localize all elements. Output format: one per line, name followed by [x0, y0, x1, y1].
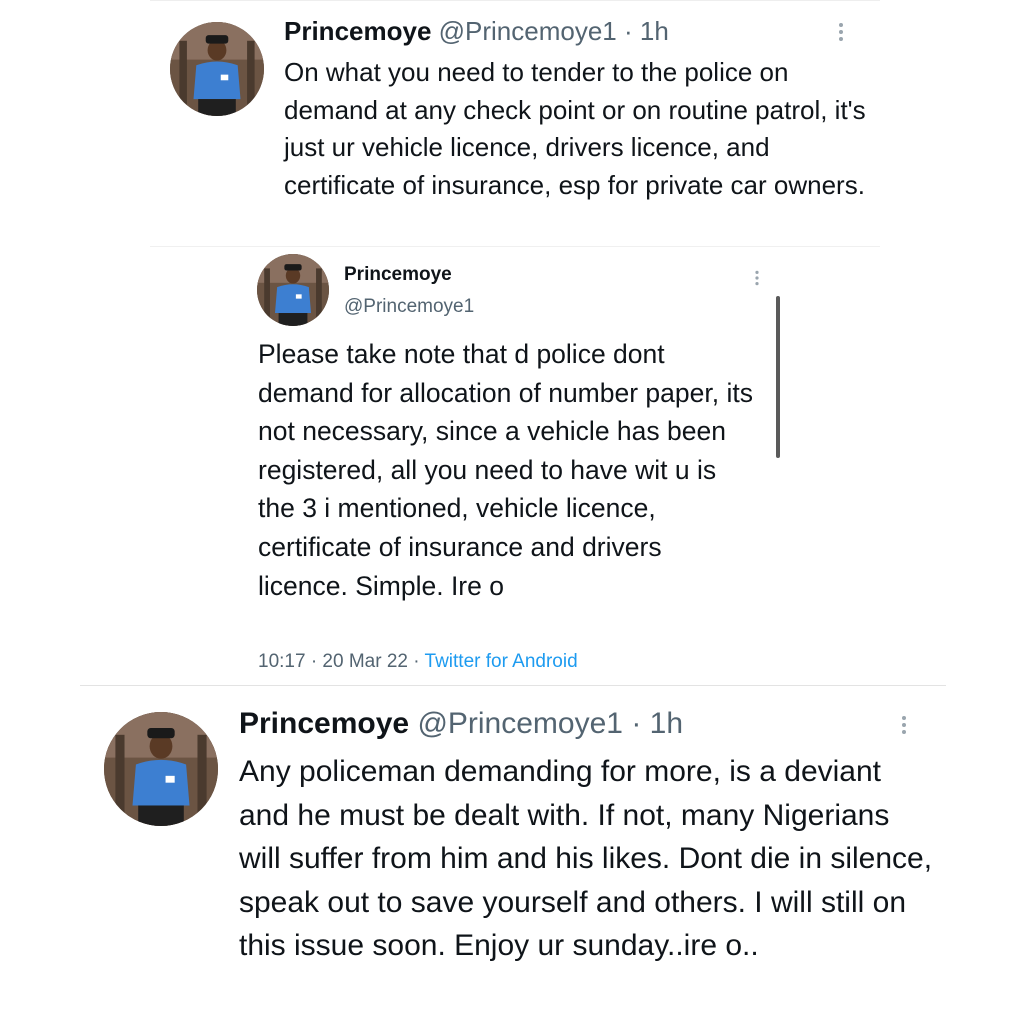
more-options-icon[interactable]: [755, 268, 758, 287]
separator: ·: [616, 16, 640, 46]
divider: [80, 685, 946, 686]
separator: ·: [622, 707, 650, 740]
police-officer-avatar[interactable]: [104, 712, 218, 826]
tweet-header: [239, 707, 683, 741]
timestamp[interactable]: 1h: [649, 707, 684, 740]
police-officer-avatar[interactable]: [170, 22, 264, 116]
tweet-text: On what you need to tender to the police on demand at any check point or on routine patrol, it's just ur vehicle licence, drivers licence, and certificate of insurance, esp for private car owners.: [284, 57, 866, 200]
source-link[interactable]: Twitter for Android: [424, 651, 578, 672]
top-divider: [150, 0, 880, 1]
timestamp[interactable]: 1h: [639, 16, 669, 46]
tweet-meta: [258, 651, 578, 673]
more-options-icon[interactable]: [902, 713, 906, 737]
divider: [150, 246, 880, 247]
police-officer-avatar[interactable]: [257, 254, 329, 326]
timestamp[interactable]: 10:17 · 20 Mar 22 ·: [258, 651, 425, 672]
more-options-icon[interactable]: [839, 20, 843, 44]
tweet-header: [284, 16, 669, 47]
tweet-text: Any policeman demanding for more, is a deviant and he must be dealt with. If not, many Nigerians will suffer from him and his likes. Dont die in silence, speak out to save yourself and others. I will still on this issue soon. Enjoy ur sunday..ire o..: [239, 755, 933, 962]
display-name[interactable]: Princemoye: [344, 264, 452, 285]
display-name[interactable]: Princemoye: [239, 707, 410, 740]
display-name[interactable]: Princemoye: [284, 16, 432, 46]
avatar-image: [257, 254, 329, 326]
user-handle[interactable]: @Princemoye1: [417, 707, 623, 740]
avatar-image: [170, 22, 264, 116]
tweet-text: Please take note that d police dont demand for allocation of number paper, its not necessary, since a vehicle has been registered, all you need to have wit u is the 3 i mentioned, vehicle licence, certificate of insurance and drivers licence. Simple. Ire o: [258, 339, 753, 601]
user-handle[interactable]: @Princemoye1: [438, 16, 617, 46]
scrollbar[interactable]: [776, 296, 780, 458]
avatar-image: [104, 712, 218, 826]
user-handle[interactable]: @Princemoye1: [344, 296, 475, 317]
